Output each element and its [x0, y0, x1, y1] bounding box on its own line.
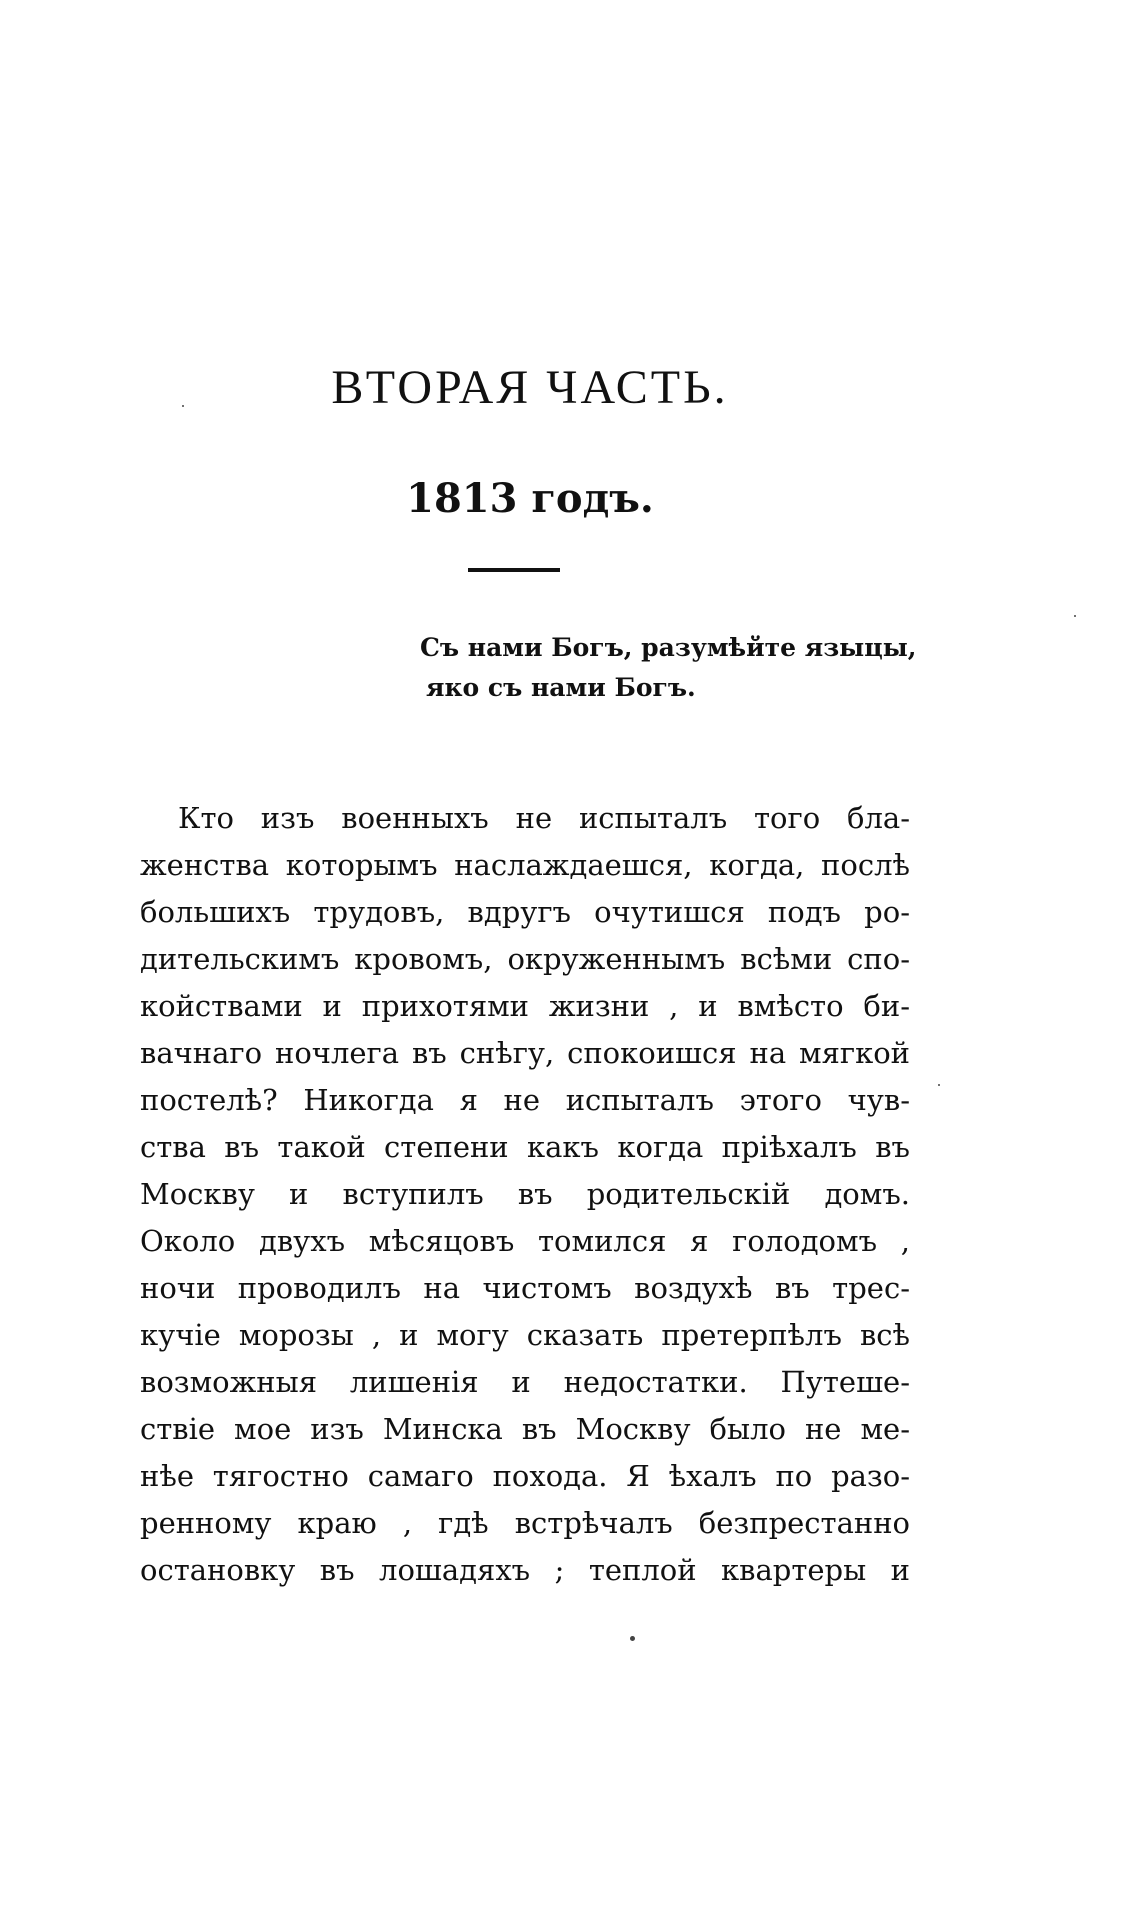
text-line: Москву и вступилъ въ родительскій домъ. — [140, 1177, 910, 1211]
text-line: остановку въ лошадяхъ ; теплой квартеры и — [140, 1553, 910, 1587]
text-line: ствіе мое изъ Минска въ Москву было не ме- — [140, 1412, 910, 1446]
body-paragraph — [140, 795, 910, 1594]
scan-speck — [1074, 615, 1076, 617]
text-line: вачнаго ночлега въ снѣгу, спокоишся на мягкой — [140, 1036, 910, 1070]
text-line: Кто изъ военныхъ не испыталъ того бла- — [178, 801, 910, 835]
text-line: Около двухъ мѣсяцовъ томился я голодомъ , — [140, 1224, 910, 1258]
epigraph-line: Съ нами Богъ, разумѣйте языцы, — [420, 633, 917, 662]
part-title: ВТОРАЯ ЧАСТЬ. — [331, 361, 729, 414]
text-line: дительскимъ кровомъ, окруженнымъ всѣми спо- — [140, 942, 910, 976]
text-line: нѣе тягостно самаго похода. Я ѣхалъ по разо- — [140, 1459, 910, 1493]
epigraph — [420, 628, 920, 708]
section-divider — [468, 568, 560, 572]
text-line: ренному краю , гдѣ встрѣчалъ безпрестанно — [140, 1506, 910, 1540]
text-line: ства въ такой степени какъ когда пріѣхалъ въ — [140, 1130, 910, 1164]
epigraph-line: яко съ нами Богъ. — [426, 673, 696, 702]
scan-speck — [630, 1636, 635, 1641]
text-line: возможныя лишенія и недостатки. Путеше- — [140, 1365, 910, 1399]
scan-speck — [938, 1084, 940, 1086]
text-line: койствами и прихотями жизни , и вмѣсто би- — [140, 989, 910, 1023]
text-line: постелѣ? Никогда я не испыталъ этого чув- — [140, 1083, 910, 1117]
text-line: кучіе морозы , и могу сказать претерпѣлъ всѣ — [140, 1318, 910, 1352]
scan-speck — [182, 405, 184, 407]
text-line: большихъ трудовъ, вдругъ очутишся подъ ро- — [140, 895, 910, 929]
text-line: женства которымъ наслаждаешся, когда, послѣ — [140, 848, 910, 882]
year-title: 1813 годъ. — [406, 475, 654, 522]
text-line: ночи проводилъ на чистомъ воздухѣ въ трес- — [140, 1271, 910, 1305]
